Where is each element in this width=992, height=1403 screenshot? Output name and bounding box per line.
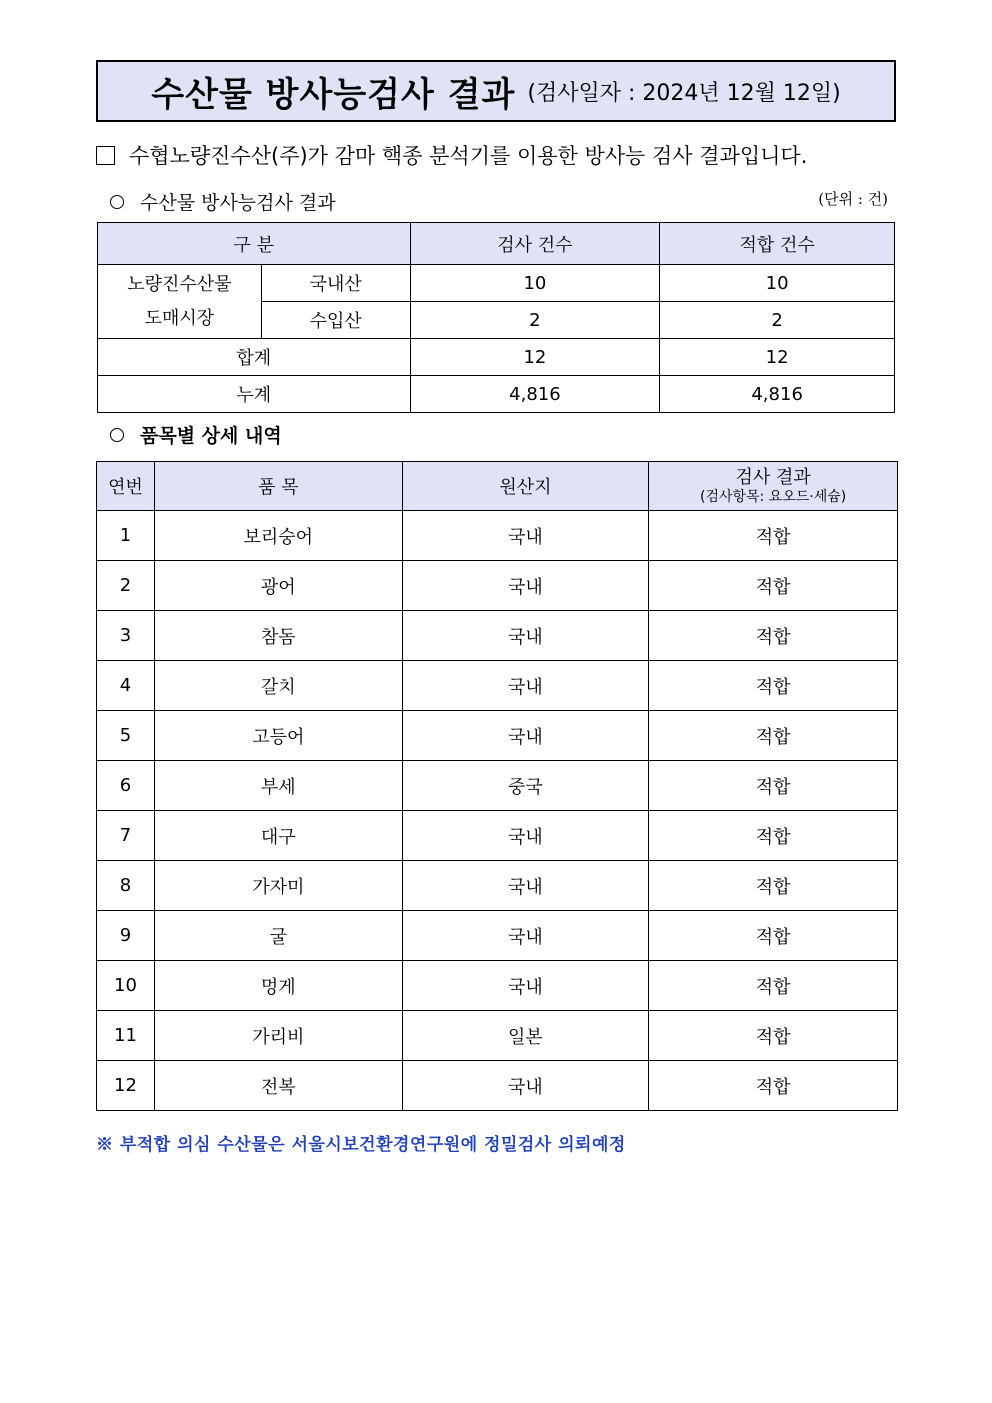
detail-heading <box>110 421 282 448</box>
row-item: 부세 <box>154 761 402 811</box>
row-origin: 국내 <box>402 911 649 961</box>
intro-text: 수협노량진수산(주)가 감마 핵종 분석기를 이용한 방사능 검사 결과입니다. <box>129 144 808 168</box>
row-no: 7 <box>97 811 155 861</box>
detail-header-row <box>97 462 898 511</box>
row-result: 적합 <box>649 561 898 611</box>
row-item: 대구 <box>154 811 402 861</box>
square-bullet-icon <box>96 146 115 165</box>
circle-bullet-icon <box>110 428 124 442</box>
cumulative-tested: 4,816 <box>410 376 660 413</box>
row-item: 전복 <box>154 1061 402 1111</box>
table-row <box>97 1011 898 1061</box>
row-item: 가자미 <box>154 861 402 911</box>
row-origin: 국내 <box>402 511 649 561</box>
row-origin: 중국 <box>402 761 649 811</box>
row-result: 적합 <box>649 961 898 1011</box>
row-result: 적합 <box>649 811 898 861</box>
row-item: 보리숭어 <box>154 511 402 561</box>
subtotal-passed: 12 <box>660 339 895 376</box>
row-result: 적합 <box>649 661 898 711</box>
imported-tested: 2 <box>410 302 660 339</box>
row-origin: 국내 <box>402 961 649 1011</box>
imported-label: 수입산 <box>261 302 410 339</box>
domestic-passed: 10 <box>660 265 895 302</box>
table-row <box>97 611 898 661</box>
title-box <box>96 60 896 122</box>
row-result: 적합 <box>649 511 898 561</box>
table-row <box>98 376 895 413</box>
row-origin: 국내 <box>402 1061 649 1111</box>
cumulative-passed: 4,816 <box>660 376 895 413</box>
row-origin: 일본 <box>402 1011 649 1061</box>
row-item: 가리비 <box>154 1011 402 1061</box>
row-result: 적합 <box>649 761 898 811</box>
table-row <box>97 961 898 1011</box>
subtotal-label: 합계 <box>98 339 411 376</box>
row-no: 12 <box>97 1061 155 1111</box>
row-no: 5 <box>97 711 155 761</box>
table-row <box>97 561 898 611</box>
summary-heading-text: 수산물 방사능검사 결과 <box>140 192 336 214</box>
header-no: 연번 <box>97 462 155 511</box>
row-result: 적합 <box>649 1011 898 1061</box>
table-row <box>97 711 898 761</box>
row-origin: 국내 <box>402 811 649 861</box>
market-name-line2: 도매시장 <box>144 307 215 329</box>
row-origin: 국내 <box>402 611 649 661</box>
footnote: ※ 부적합 의심 수산물은 서울시보건환경연구원에 정밀검사 의뢰예정 <box>96 1135 626 1155</box>
cumulative-label: 누계 <box>98 376 411 413</box>
table-row <box>97 511 898 561</box>
header-tested: 검사 건수 <box>410 223 660 265</box>
circle-bullet-icon <box>110 195 124 209</box>
table-row <box>97 811 898 861</box>
domestic-tested: 10 <box>410 265 660 302</box>
detail-heading-text: 품목별 상세 내역 <box>140 425 282 447</box>
row-result: 적합 <box>649 1061 898 1111</box>
row-no: 1 <box>97 511 155 561</box>
table-row <box>98 339 895 376</box>
header-result-sub: (검사항목: 요오드·세슘) <box>700 489 847 505</box>
row-result: 적합 <box>649 611 898 661</box>
header-passed: 적합 건수 <box>660 223 895 265</box>
row-item: 광어 <box>154 561 402 611</box>
page-title: 수산물 방사능검사 결과 <box>151 74 516 115</box>
domestic-label: 국내산 <box>261 265 410 302</box>
header-category: 구 분 <box>98 223 411 265</box>
intro-line <box>96 140 807 170</box>
row-no: 6 <box>97 761 155 811</box>
row-origin: 국내 <box>402 661 649 711</box>
row-item: 갈치 <box>154 661 402 711</box>
table-row <box>98 265 895 302</box>
row-item: 굴 <box>154 911 402 961</box>
unit-label: (단위 : 건) <box>818 190 888 208</box>
imported-passed: 2 <box>660 302 895 339</box>
row-origin: 국내 <box>402 861 649 911</box>
header-result <box>649 462 898 511</box>
market-name-line1: 노량진수산물 <box>127 273 232 295</box>
row-result: 적합 <box>649 911 898 961</box>
header-result-label: 검사 결과 <box>735 467 811 488</box>
row-no: 11 <box>97 1011 155 1061</box>
row-no: 3 <box>97 611 155 661</box>
row-no: 4 <box>97 661 155 711</box>
detail-table <box>96 461 898 1111</box>
row-result: 적합 <box>649 711 898 761</box>
row-item: 멍게 <box>154 961 402 1011</box>
row-no: 2 <box>97 561 155 611</box>
subtotal-tested: 12 <box>410 339 660 376</box>
header-item: 품 목 <box>154 462 402 511</box>
row-origin: 국내 <box>402 561 649 611</box>
table-row <box>97 861 898 911</box>
table-row <box>97 761 898 811</box>
row-no: 8 <box>97 861 155 911</box>
table-row <box>97 661 898 711</box>
row-no: 10 <box>97 961 155 1011</box>
header-origin: 원산지 <box>402 462 649 511</box>
summary-table <box>97 222 895 413</box>
table-row <box>97 911 898 961</box>
inspection-date: (검사일자 : 2024년 12월 12일) <box>527 80 841 106</box>
row-origin: 국내 <box>402 711 649 761</box>
row-no: 9 <box>97 911 155 961</box>
summary-header-row <box>98 223 895 265</box>
market-name <box>98 265 262 339</box>
row-item: 고등어 <box>154 711 402 761</box>
summary-heading <box>110 188 336 215</box>
row-result: 적합 <box>649 861 898 911</box>
row-item: 참돔 <box>154 611 402 661</box>
table-row <box>97 1061 898 1111</box>
